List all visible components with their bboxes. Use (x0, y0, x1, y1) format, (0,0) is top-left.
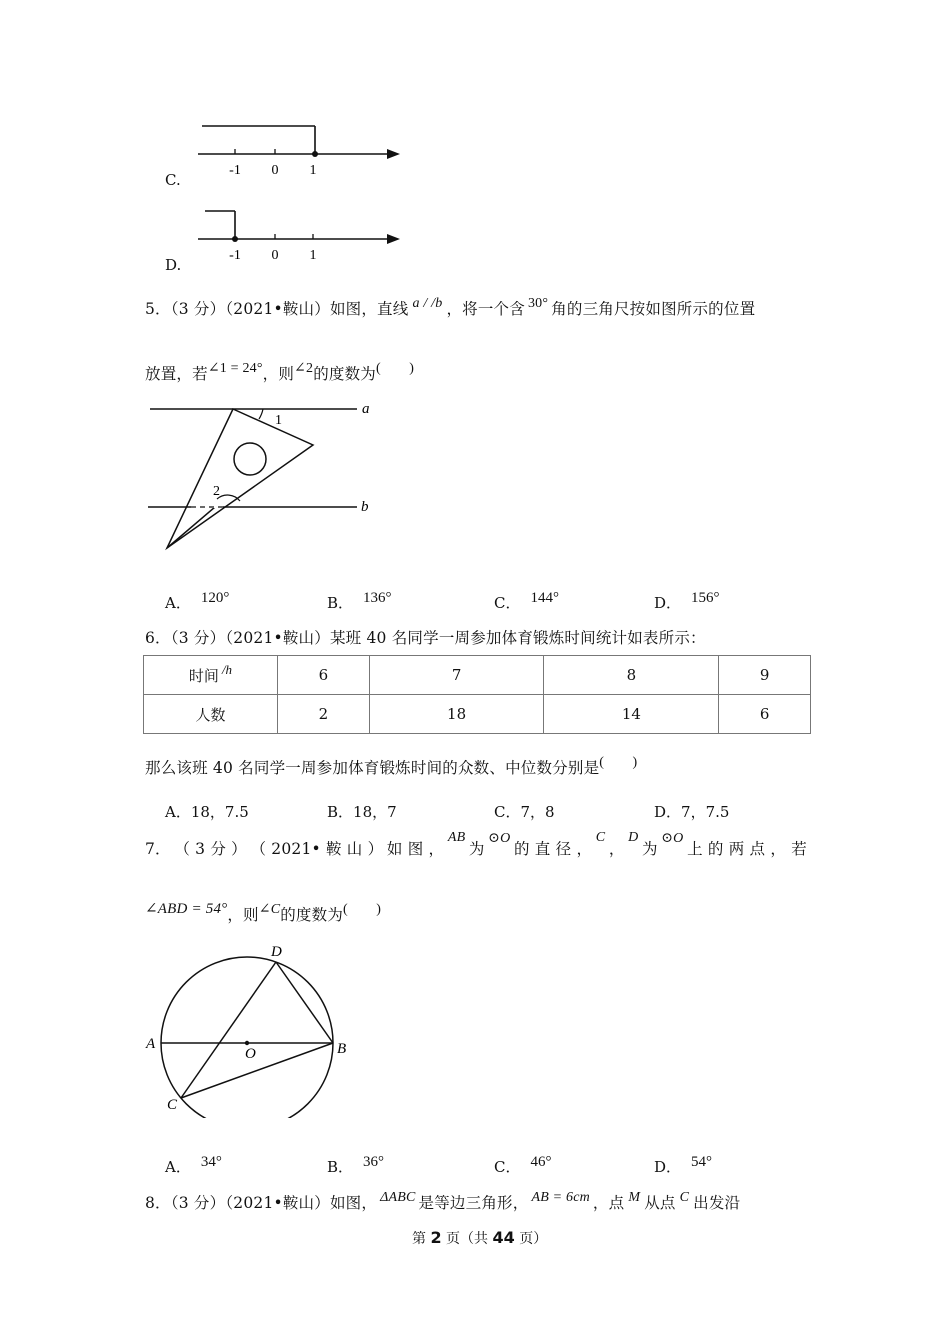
question-number: 8． (145, 1194, 171, 1212)
parallel-lines-triangle-figure (145, 395, 385, 560)
question-5-line-2 (145, 362, 414, 384)
question-score: （3 分） (170, 1194, 226, 1212)
tick-label: 0 (271, 163, 279, 178)
option-d-label: D. (165, 256, 182, 274)
question-text: 如图， (329, 1194, 378, 1212)
question-source: （2021•鞍山） (225, 300, 330, 318)
question-source: （2021•鞍山） (225, 629, 330, 647)
question-text: 为 (641, 840, 658, 858)
answer-paren: ( ) (599, 755, 638, 770)
math-m: M (628, 1190, 641, 1205)
line-a-label: a (362, 401, 370, 417)
tick-label: 1 (309, 163, 317, 178)
question-number: 7． (145, 840, 171, 858)
question-text: 上 的 两 点 ， 若 (687, 840, 807, 858)
point-o-label: O (245, 1046, 256, 1062)
exercise-time-table (143, 655, 811, 734)
option-label: A． (165, 594, 191, 612)
point-d-label: D (271, 944, 282, 960)
option-d[interactable]: D． 54° (654, 1154, 713, 1176)
option-value: 7，7.5 (681, 803, 730, 821)
option-value: 144° (530, 590, 559, 606)
math-ab-length: AB = 6cm (531, 1190, 590, 1205)
table-header-cell: 时间 /h (144, 656, 278, 695)
option-value: 36° (363, 1154, 385, 1170)
question-text: 的 直 径 ， (513, 840, 593, 858)
math-parallel: a / /b (412, 296, 443, 311)
table-header-cell: 人数 (144, 695, 278, 734)
point-c-label: C (167, 1097, 178, 1113)
tick-label: -1 (229, 163, 241, 178)
option-b[interactable]: B．18，7 (327, 803, 397, 821)
option-c[interactable]: C．7，8 (494, 803, 555, 821)
tick-label: 0 (271, 248, 279, 263)
answer-paren: ( ) (343, 902, 382, 917)
table-cell: 7 (369, 656, 544, 695)
option-c[interactable]: C． 46° (494, 1154, 552, 1176)
tick-label: 1 (309, 248, 317, 263)
question-8-line-1 (145, 1191, 740, 1213)
angle-2-label: 2 (213, 484, 220, 499)
question-5-line-1 (145, 297, 755, 319)
angle-1-label: 1 (275, 413, 282, 428)
math-d: D (628, 830, 639, 845)
option-label: C． (494, 594, 521, 612)
option-d[interactable]: D．7，7.5 (654, 803, 730, 821)
question-text: ，则 (262, 365, 295, 383)
option-value: 46° (530, 1154, 552, 1170)
table-cell: 6 (278, 656, 370, 695)
question-7-line-1 (145, 830, 807, 859)
circle-diameter-figure (140, 938, 360, 1118)
number-line-option-c (195, 118, 410, 180)
question-text: 是等边三角形， (418, 1194, 529, 1212)
math-angle-30: 30° (527, 296, 549, 311)
math-angle-c: ∠C (258, 902, 281, 917)
question-score: （3 分） (170, 629, 226, 647)
option-value: 156° (691, 590, 720, 606)
math-c: C (679, 1190, 690, 1205)
question-text: 某班 40 名同学一周参加体育锻炼时间统计如表所示： (329, 629, 706, 647)
question-text: 的度数为 (280, 906, 344, 924)
option-a[interactable]: A． 34° (165, 1154, 222, 1176)
math-angle-abd: ∠ABD = 54° (145, 901, 228, 917)
option-label: B． (327, 594, 354, 612)
math-ab: AB (447, 830, 466, 845)
page-number: 2 (430, 1228, 442, 1247)
math-circle-o: ⊙O (488, 831, 511, 846)
point-b-label: B (337, 1041, 347, 1057)
question-number: 5． (145, 300, 171, 318)
option-b[interactable] (327, 592, 392, 613)
question-text: 如 图 ， (386, 840, 445, 858)
math-circle-o: ⊙O (661, 831, 684, 846)
question-text: ，将一个含 (446, 300, 525, 318)
option-value: 120° (200, 590, 230, 606)
question-text: ， (608, 840, 625, 858)
option-value: 136° (363, 590, 392, 606)
question-text: 出发沿 (693, 1194, 741, 1212)
math-triangle-abc: ΔABC (380, 1190, 416, 1205)
question-text: 角的三角尺按如图所示的位置 (551, 300, 756, 318)
table-row (144, 656, 811, 695)
table-row (144, 695, 811, 734)
option-a[interactable]: A．18，7.5 (165, 803, 249, 821)
question-number: 6． (145, 629, 171, 647)
option-d[interactable] (654, 592, 720, 613)
page-footer: 第 2 页（共 44 页） (412, 1228, 548, 1247)
question-6-line-1 (145, 626, 706, 648)
option-value: 18，7 (353, 803, 397, 821)
option-b[interactable]: B． 36° (327, 1154, 385, 1176)
option-value: 7，8 (520, 803, 555, 821)
option-value: 34° (200, 1154, 222, 1170)
question-score: （3 分） (170, 300, 226, 318)
option-a[interactable] (165, 592, 229, 613)
question-text: 如图，直线 (329, 300, 409, 318)
question-text: 那么该班 40 名同学一周参加体育锻炼时间的众数、中位数分别是 (145, 759, 600, 777)
line-b-label: b (361, 499, 369, 515)
math-c: C (595, 830, 606, 845)
math-angle-2: ∠2 (294, 361, 314, 376)
question-6-line-2 (145, 756, 637, 778)
tick-label: -1 (229, 248, 241, 263)
question-text: 的度数为 (313, 365, 376, 383)
option-value: 18，7.5 (190, 803, 249, 821)
question-text: ，点 (592, 1194, 625, 1212)
question-text: 为 (468, 840, 485, 858)
question-text: 放置，若 (145, 365, 208, 383)
table-cell: 2 (278, 695, 370, 734)
table-cell: 9 (719, 656, 811, 695)
question-7-line-2 (145, 903, 381, 925)
table-cell: 18 (369, 695, 544, 734)
option-value: 54° (691, 1154, 713, 1170)
math-angle-1: ∠1 = 24° (207, 361, 263, 376)
point-a-label: A (146, 1036, 156, 1052)
question-source: （ 2021• 鞍 山 ） (250, 840, 384, 858)
question-text: 从点 (644, 1194, 676, 1212)
table-cell: 14 (544, 695, 719, 734)
option-label: D． (654, 594, 682, 612)
answer-paren: ( ) (376, 361, 415, 376)
question-source: （2021•鞍山） (225, 1194, 330, 1212)
option-c-label: C. (165, 171, 181, 189)
question-score: （ 3 分 ） (174, 840, 247, 858)
number-line-option-d (195, 203, 410, 265)
table-cell: 8 (544, 656, 719, 695)
table-cell: 6 (719, 695, 811, 734)
option-c[interactable] (494, 592, 559, 613)
question-text: ，则 (227, 906, 259, 924)
total-pages: 44 (492, 1228, 515, 1247)
